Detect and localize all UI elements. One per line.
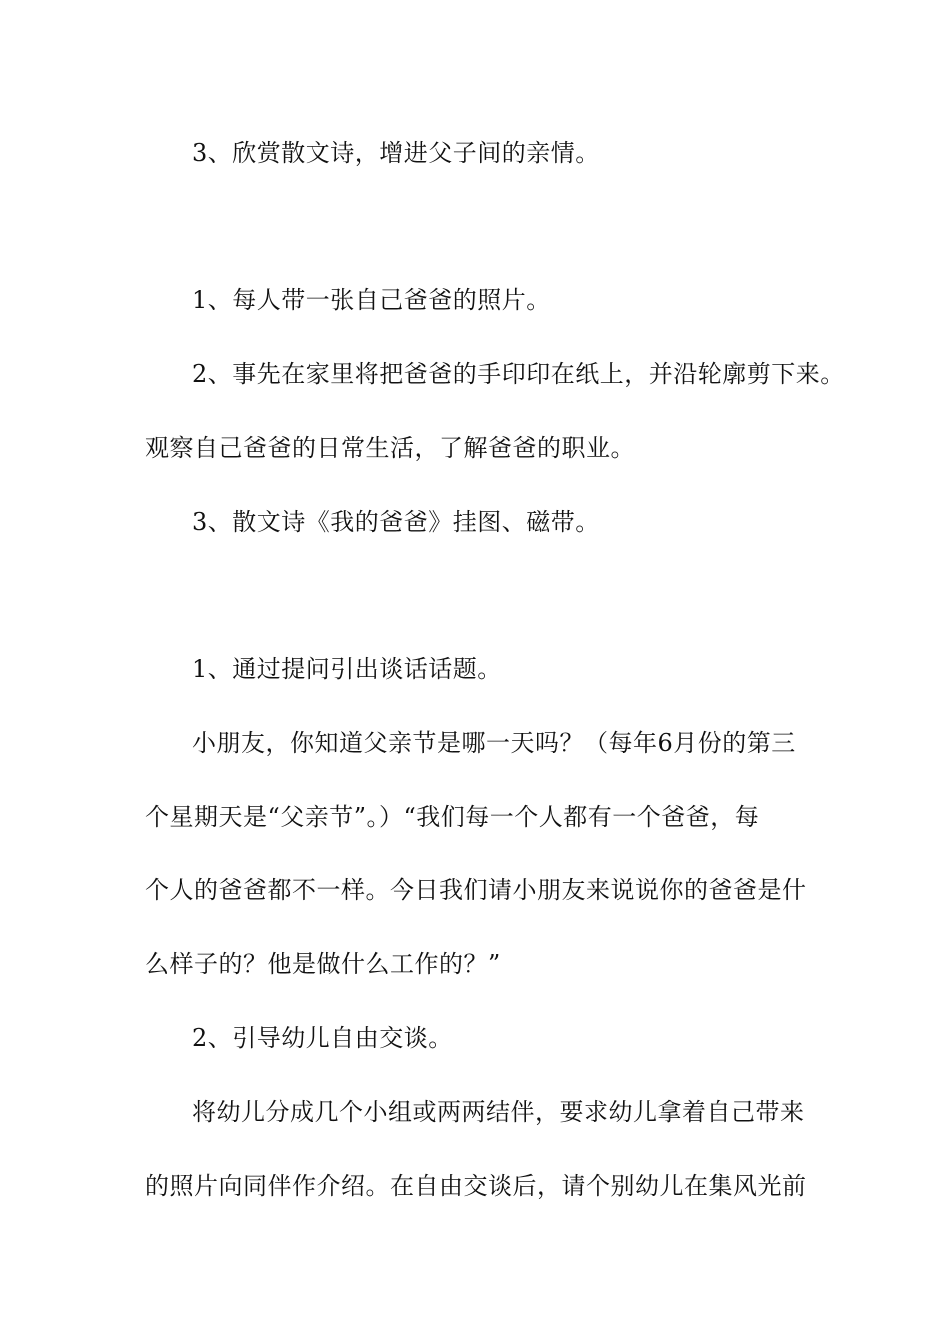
paragraph-line: 将幼儿分成几个小组或两两结伴，要求幼儿拿着自己带来 xyxy=(192,1098,805,1126)
paragraph-line: 3、散文诗《我的爸爸》挂图、磁带。 xyxy=(192,508,600,536)
paragraph-line: 观察自己爸爸的日常生活，了解爸爸的职业。 xyxy=(145,434,635,462)
paragraph-line: 个人的爸爸都不一样。今日我们请小朋友来说说你的爸爸是什 xyxy=(145,876,807,904)
paragraph-line: 小朋友，你知道父亲节是哪一天吗？（每年6月份的第三 xyxy=(192,729,796,757)
paragraph-line: 2、事先在家里将把爸爸的手印印在纸上，并沿轮廓剪下来。 xyxy=(192,360,845,388)
paragraph-line: 的照片向同伴作介绍。在自由交谈后，请个别幼儿在集风光前 xyxy=(145,1172,807,1200)
paragraph-line: 个星期天是“父亲节”。）“我们每一个人都有一个爸爸，每 xyxy=(145,803,760,831)
paragraph-line: 2、引导幼儿自由交谈。 xyxy=(192,1024,453,1052)
paragraph-line: 么样子的？他是做什么工作的？” xyxy=(145,950,501,978)
paragraph-line: 1、每人带一张自己爸爸的照片。 xyxy=(192,286,551,314)
paragraph-line: 1、通过提问引出谈话话题。 xyxy=(192,655,502,683)
paragraph-line: 3、欣赏散文诗，增进父子间的亲情。 xyxy=(192,139,600,167)
